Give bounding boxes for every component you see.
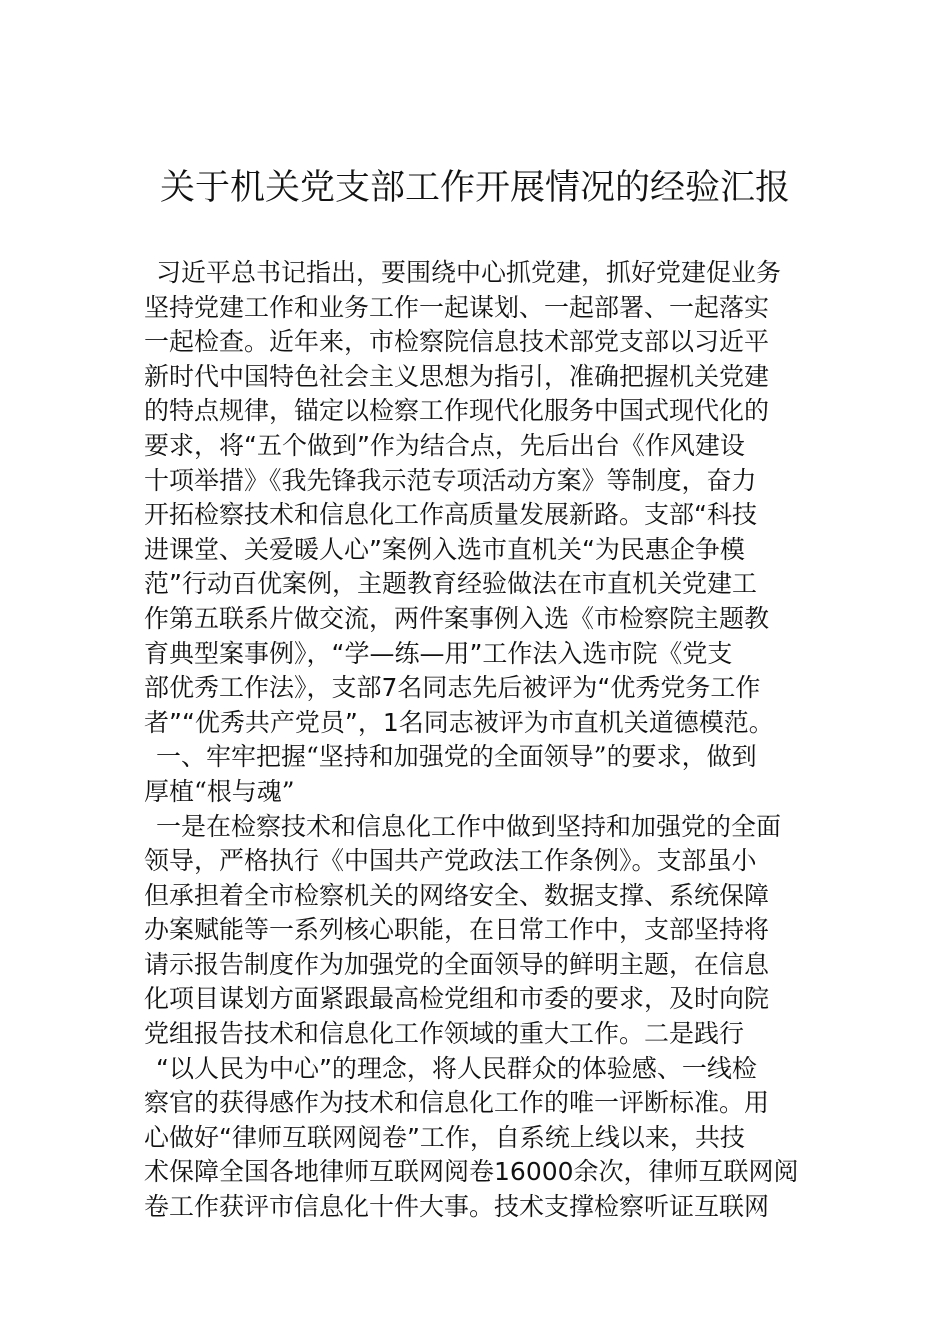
text-line: 范”行动百优案例，主题教育经验做法在市直机关党建工 [144, 569, 757, 599]
text-line: 育典型案事例》，“学—练—用”工作法入选市院《党支 [144, 638, 733, 668]
text-line: 部优秀工作法》，支部7名同志先后被评为“优秀党务工作 [144, 673, 761, 703]
text-line: 一是在检察技术和信息化工作中做到坚持和加强党的全面 [156, 811, 782, 841]
text-line: 请示报告制度作为加强党的全面领导的鲜明主题，在信息 [144, 949, 770, 979]
text-line: 十项举措》《我先锋我示范专项活动方案》等制度，奋力 [144, 465, 757, 495]
section-heading: 一、牢牢把握“坚持和加强党的全面领导”的要求，做到 [156, 742, 757, 772]
text-line: 领导，严格执行《中国共产党政法工作条例》。支部虽小 [144, 846, 757, 876]
text-line: 但承担着全市检察机关的网络安全、数据支撑、系统保障 [144, 880, 770, 910]
text-line: 开拓检察技术和信息化工作高质量发展新路。支部“科技 [144, 500, 757, 530]
text-line: “以人民为中心”的理念，将人民群众的体验感、一线检 [156, 1053, 757, 1083]
text-line: 要求，将“五个做到”作为结合点，先后出台《作风建设 [144, 430, 745, 460]
document-body [144, 256, 814, 1225]
text-line: 进课堂、关爱暖人心”案例入选市直机关“为民惠企争模 [144, 534, 745, 564]
document-title: 关于机关党支部工作开展情况的经验汇报 [159, 168, 790, 208]
text-line: 一起检查。近年来，市检察院信息技术部党支部以习近平 [144, 327, 770, 357]
text-line: 卷工作获评市信息化十件大事。技术支撑检察听证互联网 [144, 1192, 770, 1222]
text-line: 察官的获得感作为技术和信息化工作的唯一评断标准。用 [144, 1088, 770, 1118]
text-line: 术保障全国各地律师互联网阅卷16000余次，律师互联网阅 [144, 1157, 799, 1187]
text-line: 的特点规律，锚定以检察工作现代化服务中国式现代化的 [144, 396, 770, 426]
text-line: 办案赋能等一系列核心职能，在日常工作中，支部坚持将 [144, 915, 770, 945]
text-line: 新时代中国特色社会主义思想为指引，准确把握机关党建 [144, 361, 770, 391]
text-line: 习近平总书记指出，要围绕中心抓党建，抓好党建促业务 [156, 258, 782, 287]
text-line: 心做好“律师互联网阅卷”工作，自系统上线以来，共技 [144, 1122, 745, 1152]
text-line: 者”“优秀共产党员”，1名同志被评为市直机关道德模范。 [144, 707, 774, 737]
section-heading-continued: 厚植“根与魂” [144, 776, 295, 806]
text-line: 作第五联系片做交流，两件案事例入选《市检察院主题教 [144, 603, 770, 633]
text-line: 坚持党建工作和业务工作一起谋划、一起部署、一起落实 [144, 292, 770, 322]
text-line: 化项目谋划方面紧跟最高检党组和市委的要求，及时向院 [144, 984, 770, 1014]
text-line: 党组报告技术和信息化工作领域的重大工作。二是践行 [144, 1019, 745, 1049]
